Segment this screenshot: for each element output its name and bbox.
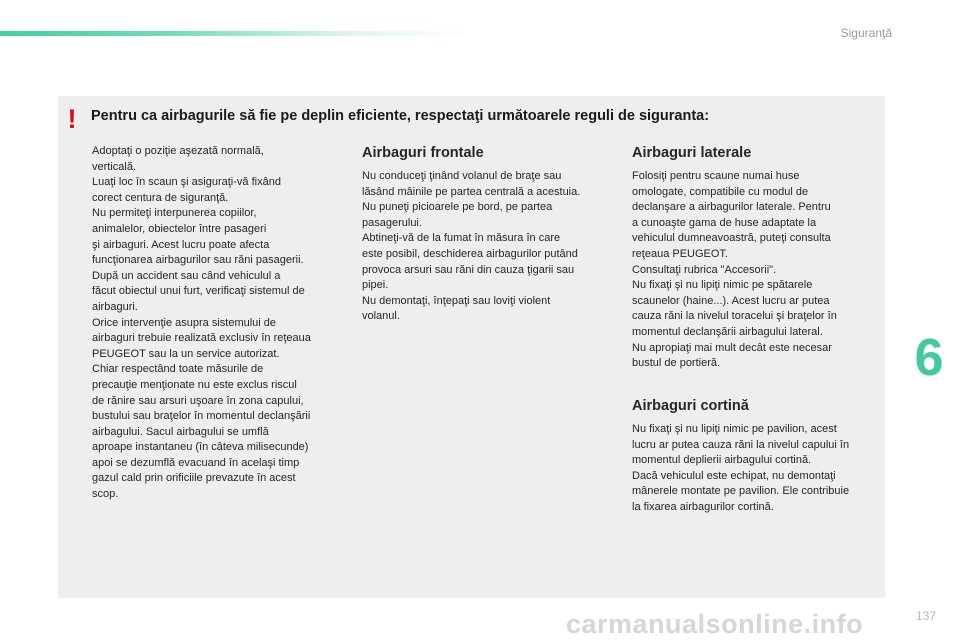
chapter-tab [898,327,960,389]
curtain-airbags-heading: Airbaguri cortină [632,398,749,414]
general-rules-text: Adoptaţi o poziţie aşezată normală, verticală. Luaţi loc în scaun şi asiguraţi-vă fixând corect centura de siguranţă. Nu permiteţi interpunerea copiilor, animalelor, obiectelor între pasageri şi airbaguri. Acest lucru poate afecta funcţionarea airbagurilor sau răni pasagerii. După un accident sau când vehiculul a făcut obiectul unui furt, verificaţi sistemul de airbaguri. Orice intervenţie asupra sistemului de airbaguri trebuie realizată exclusiv în reţeaua PEUGEOT sau la un service autorizat. Chiar respectând toate măsurile de precauţie menţionate nu este exclus riscul de rănire sau arsuri uşoare în zona capului, bustului sau braţelor în momentul declanşării airbagului. Sacul airbagului se umflă aproape instantaneu (în câteva milisecunde) apoi se dezumflă evacuand în acelaşi timp gazul cald prin orificiile prevazute în acest scop. [92,145,311,501]
section-title: Siguranţă [840,26,892,40]
chapter-number: 6 [914,329,944,387]
lateral-airbags-heading: Airbaguri laterale [632,145,752,161]
frontal-airbags-heading: Airbaguri frontale [362,145,484,161]
watermark: carmanualsonline.info [566,609,864,639]
header-accent-bar [0,31,470,36]
page-number: 137 [915,609,936,623]
warning-exclamation-icon: ! [67,104,77,134]
curtain-airbags-text: Nu fixaţi şi nu lipiţi nimic pe pavilion, acest lucru ar putea cauza răni la nivelul capului în momentul deplierii airbagului cortină. Dacă vehiculul este echipat, nu demontaţi mânerele montate pe pavilion. Ele contribuie la fixarea airbagurilor cortină. [632,423,850,513]
lateral-airbags-text: Folosiţi pentru scaune numai huse omologate, compatibile cu modul de declanşare a airbagurilor laterale. Pentru a cunoaşte gama de huse adaptate la vehiculul dumneavoastră, puteţi consulta reţeaua PEUGEOT. Consultaţi rubrica "Accesorii". Nu fixaţi şi nu lipiţi nimic pe spătarele scaunelor (haine...). Acest lucru ar putea cauza răni la nivelul toracelui şi braţelor în momentul declanşării airbagului lateral. Nu apropiaţi mai mult decât este necesar bustul de portieră. [632,170,837,370]
panel-headline: Pentru ca airbagurile să fie pe deplin eficiente, respectaţi următoarele reguli de siguranta: [91,108,710,124]
frontal-airbags-text: Nu conduceţi ţinând volanul de braţe sau lăsând mâinile pe partea centrală a acestuia. Nu puneţi picioarele pe bord, pe partea pasagerului. Abtineţi-vă de la fumat în măsura în care este posibil, deschiderea airbagurilor putând provoca arsuri sau răni din cauza ţigarii sau pipei. Nu demontaţi, înţepaţi sau loviţi violent volanul. [362,170,581,323]
